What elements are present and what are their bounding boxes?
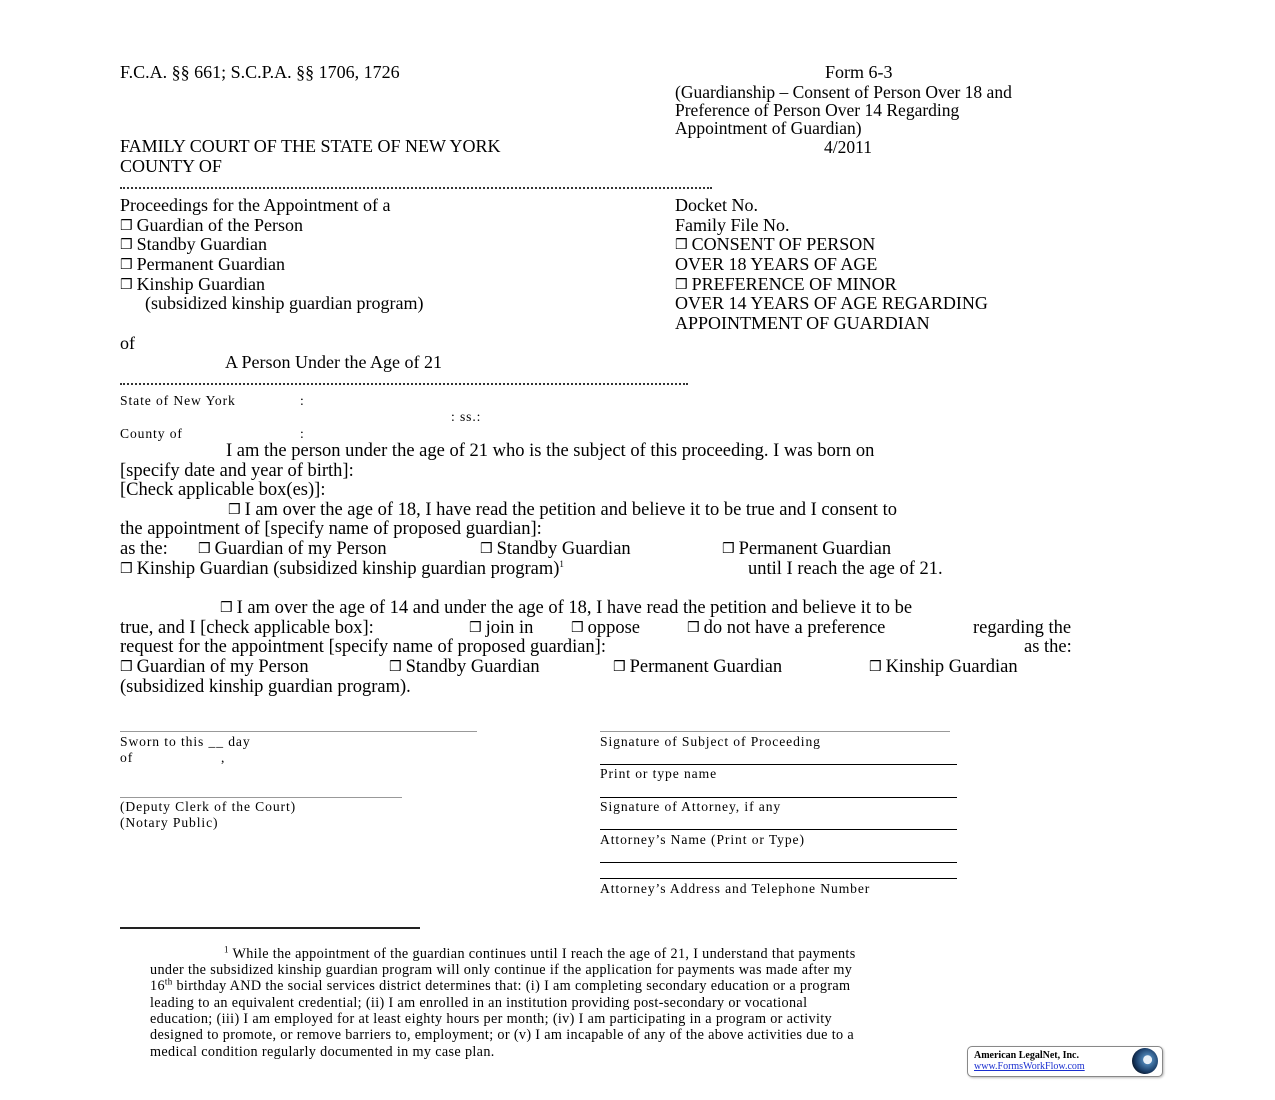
footnote-line-7: medical condition regularly documented in my case plan. — [150, 1044, 495, 1060]
deputy-clerk-label: (Deputy Clerk of the Court) — [120, 799, 297, 814]
print-name-label: Print or type name — [600, 766, 717, 781]
over-14-option-kinship-guardian[interactable] — [869, 658, 1018, 679]
footnote-separator — [120, 927, 420, 929]
footnote-marker: 1 — [224, 944, 229, 955]
over-18-text: I am over the age of 18, I have read the petition and believe it to be true and I consent to — [244, 500, 897, 520]
doc-type-label: CONSENT OF PERSON — [691, 234, 876, 254]
over-14-as-the: as the: — [1024, 637, 1072, 657]
choice-label: join in — [485, 618, 534, 638]
kinship-program-note: (subsidized kinship guardian program) — [145, 293, 424, 313]
birth-statement: I am the person under the age of 21 who is the subject of this proceeding. I was born on — [226, 441, 875, 461]
option-label: Guardian of my Person — [136, 657, 309, 677]
ordinal-suffix: th — [164, 976, 173, 987]
option-label: Permanent Guardian — [738, 539, 892, 559]
venue-county: County of — [120, 426, 183, 441]
option-label: Guardian of the Person — [136, 215, 304, 235]
footnote-text: birthday AND the social services district determines that: (i) I am completing secondary education or a program — [172, 978, 851, 994]
footnote-line-1 — [224, 946, 856, 962]
checkbox-icon[interactable]: ❒ — [220, 600, 233, 616]
proceedings-intro: Proceedings for the Appointment of a — [120, 195, 391, 215]
checkbox-icon[interactable]: ❒ — [687, 620, 700, 636]
jurat-signature-line[interactable] — [120, 731, 477, 732]
over-14-kinship-note: (subsidized kinship guardian program). — [120, 677, 411, 697]
checkbox-icon[interactable]: ❒ — [613, 659, 626, 675]
checkbox-icon[interactable]: ❒ — [120, 277, 133, 293]
checkbox-icon[interactable]: ❒ — [198, 541, 211, 557]
company-url-link[interactable]: www.FormsWorkFlow.com — [974, 1061, 1085, 1072]
doc-type-label: PREFERENCE OF MINOR — [691, 274, 897, 294]
birth-date-instruction: [specify date and year of birth]: — [120, 461, 354, 481]
checkbox-icon[interactable]: ❒ — [228, 502, 241, 518]
over-14-guardian-name-instruction: request for the appointment [specify name of proposed guardian]: — [120, 637, 606, 657]
county-of-label: COUNTY OF — [120, 156, 222, 176]
subject-signature-line[interactable] — [600, 731, 950, 732]
sworn-day-line: Sworn to this __ day — [120, 734, 251, 749]
checkbox-icon[interactable]: ❒ — [675, 277, 688, 293]
form-description-line-2: Preference of Person Over 14 Regarding — [675, 100, 960, 120]
over-14-option-guardian-of-person[interactable] — [120, 658, 309, 679]
choice-label: do not have a preference — [703, 618, 886, 638]
option-label: Standby Guardian — [496, 539, 631, 559]
footnote-line-3 — [150, 978, 850, 994]
doc-type-consent-line-2: OVER 18 YEARS OF AGE — [675, 254, 878, 274]
choice-label: oppose — [587, 618, 640, 638]
checkbox-icon[interactable]: ❒ — [869, 659, 882, 675]
checkbox-icon[interactable]: ❒ — [120, 218, 133, 234]
checkbox-icon[interactable]: ❒ — [722, 541, 735, 557]
doc-type-preference-line-3: APPOINTMENT OF GUARDIAN — [675, 313, 930, 333]
until-age-21: until I reach the age of 21. — [748, 559, 943, 579]
statute-citation: F.C.A. §§ 661; S.C.P.A. §§ 1706, 1726 — [120, 62, 400, 82]
of-label: of — [120, 333, 135, 353]
footnote-reference[interactable]: 1 — [559, 558, 564, 569]
attorney-address-line-2[interactable] — [600, 878, 957, 879]
checkbox-icon[interactable]: ❒ — [389, 659, 402, 675]
checkbox-icon[interactable]: ❒ — [120, 257, 133, 273]
option-label: Permanent Guardian — [136, 254, 286, 274]
form-description-line-1: (Guardianship – Consent of Person Over 18 and — [675, 82, 1012, 102]
sworn-of-label: of — [120, 750, 134, 765]
footnote-number: 16 — [150, 978, 165, 994]
footnote-line-2: under the subsidized kinship guardian program will only continue if the application for payments was made after my — [150, 962, 853, 978]
option-label: Kinship Guardian — [136, 274, 266, 294]
over-18-as-the: as the: — [120, 539, 168, 559]
attorney-signature-line[interactable] — [600, 797, 957, 798]
checkbox-icon[interactable]: ❒ — [571, 620, 584, 636]
venue-ss: : ss.: — [451, 409, 482, 424]
attorney-name-label: Attorney’s Name (Print or Type) — [600, 832, 805, 847]
over-18-option-guardian-of-person[interactable] — [198, 540, 387, 561]
court-name: FAMILY COURT OF THE STATE OF NEW YORK — [120, 136, 501, 156]
footnote-text: While the appointment of the guardian continues until I reach the age of 21, I understand that payments — [232, 946, 856, 962]
option-label: Kinship Guardian (subsidized kinship guardian program) — [136, 559, 560, 579]
attorney-address-label: Attorney’s Address and Telephone Number — [600, 881, 871, 896]
form-number: Form 6-3 — [825, 62, 893, 82]
family-file-number-label: Family File No. — [675, 215, 790, 235]
footnote-line-4: leading to an equivalent credential; (ii) I am enrolled in an institution providing post-secondary or vocational — [150, 995, 808, 1011]
american-legalnet-badge[interactable] — [967, 1046, 1163, 1077]
over-14-text: I am over the age of 14 and under the age of 18, I have read the petition and believe it to be — [236, 598, 913, 618]
over-14-statement[interactable] — [220, 599, 912, 620]
over-14-option-standby-guardian[interactable] — [389, 658, 540, 679]
caption-divider-bottom — [120, 375, 688, 385]
over-18-guardian-name-instruction: the appointment of [specify name of proposed guardian]: — [120, 519, 542, 539]
sworn-comma: , — [221, 750, 226, 765]
venue-colon-1: : — [300, 393, 305, 408]
checkbox-icon[interactable]: ❒ — [120, 659, 133, 675]
subject-description: A Person Under the Age of 21 — [225, 352, 442, 372]
globe-logo-icon — [1132, 1048, 1158, 1074]
subject-signature-label: Signature of Subject of Proceeding — [600, 734, 821, 749]
form-date: 4/2011 — [824, 137, 872, 157]
notary-label: (Notary Public) — [120, 815, 219, 830]
attorney-name-line[interactable] — [600, 829, 957, 830]
checkbox-icon[interactable]: ❒ — [120, 561, 133, 577]
check-instruction: [Check applicable box(es)]: — [120, 480, 326, 500]
form-description-line-3: Appointment of Guardian) — [675, 118, 862, 138]
over-14-check-prefix: true, and I [check applicable box]: — [120, 618, 374, 638]
option-label: Kinship Guardian — [885, 657, 1018, 677]
venue-state: State of New York — [120, 393, 236, 408]
option-label: Guardian of my Person — [214, 539, 387, 559]
company-name: American LegalNet, Inc. — [974, 1050, 1079, 1061]
docket-number-label: Docket No. — [675, 195, 758, 215]
venue-colon-2: : — [300, 426, 305, 441]
footnote-line-5: education; (iii) I am employed for at least eighty hours per month; (iv) I am participating in a program or activity — [150, 1011, 832, 1027]
over-18-option-standby-guardian[interactable] — [480, 540, 631, 561]
footnote-line-6: designed to promote, or remove barriers to, employment; or (v) I am incapable of any of the above activities due to a — [150, 1027, 854, 1043]
attorney-address-line-1[interactable] — [600, 862, 957, 863]
clerk-signature-line[interactable] — [120, 797, 402, 798]
over-18-option-kinship-guardian[interactable] — [120, 560, 564, 581]
over-14-choice-no-preference[interactable] — [687, 619, 885, 640]
option-label: Permanent Guardian — [629, 657, 783, 677]
print-name-line[interactable] — [600, 764, 957, 765]
doc-type-preference-line-2: OVER 14 YEARS OF AGE REGARDING — [675, 293, 988, 313]
over-14-regarding: regarding the — [973, 618, 1072, 638]
checkbox-icon[interactable]: ❒ — [120, 237, 133, 253]
checkbox-icon[interactable]: ❒ — [469, 620, 482, 636]
checkbox-icon[interactable]: ❒ — [675, 237, 688, 253]
over-18-option-permanent-guardian[interactable] — [722, 540, 891, 561]
attorney-signature-label: Signature of Attorney, if any — [600, 799, 782, 814]
checkbox-icon[interactable]: ❒ — [480, 541, 493, 557]
caption-divider-top — [120, 179, 712, 189]
over-14-option-permanent-guardian[interactable] — [613, 658, 782, 679]
option-label: Standby Guardian — [405, 657, 540, 677]
option-label: Standby Guardian — [136, 234, 268, 254]
